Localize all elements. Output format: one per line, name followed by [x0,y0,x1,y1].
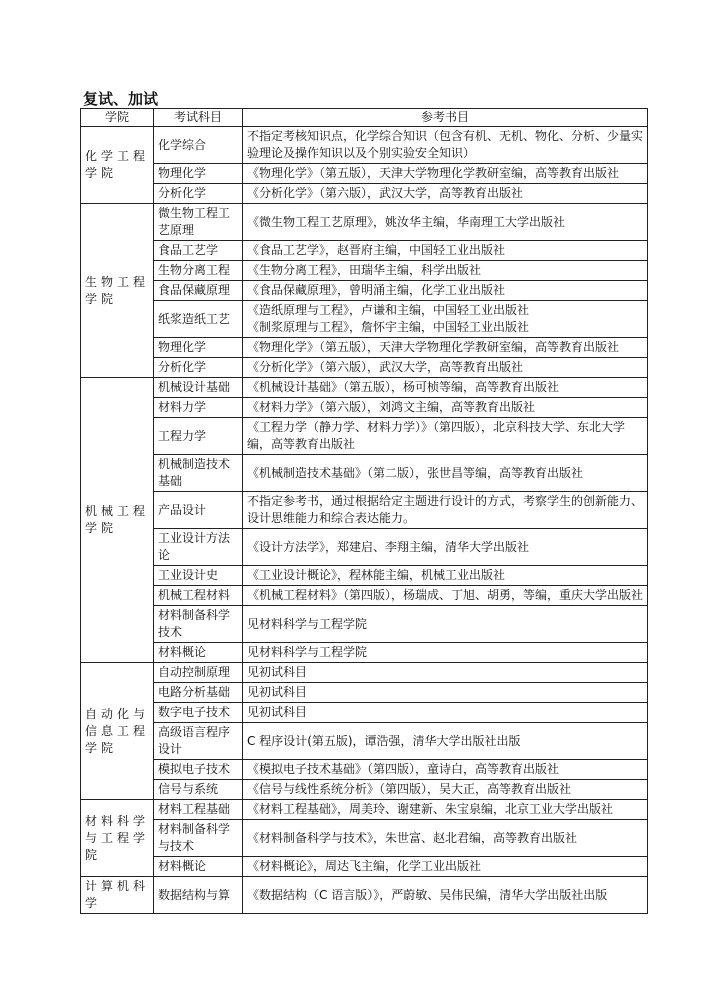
page-title: 复试、加试 [83,90,159,108]
header-book: 参考书目 [243,109,648,127]
subject-cell: 物理化学 [154,164,243,184]
subject-cell: 产品设计 [154,492,243,529]
table-row [81,398,648,418]
table-row [81,281,648,301]
reference-table [80,108,648,914]
reference-book-cell: 《生物分离工程》，田瑞华主编，科学出版社 [243,261,648,281]
table-body [81,127,648,914]
college-cell: 化学工程学院 [81,127,154,204]
reference-book-cell: 《材料工程基础》，周美玲、谢建新、朱宝泉编，北京工业大学出版社 [243,800,648,820]
college-cell: 自动化与信息工程学院 [81,663,154,800]
table-row [81,241,648,261]
subject-cell: 物理化学 [154,338,243,358]
subject-cell: 分析化学 [154,184,243,204]
reference-book-cell: 《设计方法学》，郑建启、李翔主编，清华大学出版社 [243,529,648,566]
table-row [81,683,648,703]
subject-cell: 自动控制原理 [154,663,243,683]
table-row [81,261,648,281]
reference-book-cell: 《模拟电子技术基础》（第四版），童诗白，高等教育出版社 [243,760,648,780]
reference-book-cell: 《分析化学》（第六版），武汉大学，高等教育出版社 [243,184,648,204]
subject-cell: 化学综合 [154,127,243,164]
subject-cell: 生物分离工程 [154,261,243,281]
table-row [81,127,648,164]
reference-book-cell: 《材料力学》（第六版），刘鸿文主编，高等教育出版社 [243,398,648,418]
reference-book-cell: 《造纸原理与工程》，卢谦和主编，中国轻工业出版社 《制浆原理与工程》，詹怀宇主编，中国轻工业出版社 [243,301,648,338]
table-row [81,643,648,663]
table-row [81,606,648,643]
reference-book-cell: 《材料制备科学与技术》，朱世富、赵北君编，高等教育出版社 [243,820,648,857]
table-row [81,492,648,529]
reference-book-cell: 《工程力学（静力学、材料力学）》（第四版），北京科技大学、东北大学编，高等教育出版社 [243,418,648,455]
table-row [81,418,648,455]
reference-book-cell: 《信号与线性系统分析》（第四版），吴大正，高等教育出版社 [243,780,648,800]
subject-cell: 微生物工程工艺原理 [154,204,243,241]
subject-cell: 模拟电子技术 [154,760,243,780]
college-cell: 材料科学与工程学院 [81,800,154,877]
subject-cell: 材料制备科学技术 [154,606,243,643]
reference-book-cell: 《机械工程材料》（第四版），杨瑞成、丁旭、胡勇，等编，重庆大学出版社 [243,586,648,606]
table-row [81,820,648,857]
table-row [81,857,648,877]
subject-cell: 材料工程基础 [154,800,243,820]
table-row [81,566,648,586]
table-row [81,800,648,820]
subject-cell: 工业设计方法论 [154,529,243,566]
table-row [81,301,648,338]
reference-book-cell: 见初试科目 [243,663,648,683]
table-row [81,164,648,184]
reference-book-cell: 见初试科目 [243,683,648,703]
reference-book-cell: 《工业设计概论》，程林能主编，机械工业出版社 [243,566,648,586]
reference-book-cell: 《物理化学》（第五版），天津大学物理化学教研室编，高等教育出版社 [243,338,648,358]
reference-book-cell: 《食品工艺学》，赵晋府主编，中国轻工业出版社 [243,241,648,261]
subject-cell: 机械工程材料 [154,586,243,606]
subject-cell: 食品保藏原理 [154,281,243,301]
table-row [81,663,648,683]
subject-cell: 纸浆造纸工艺 [154,301,243,338]
reference-book-cell: 《数据结构（C 语言版）》，严蔚敏、吴伟民编，清华大学出版社出版 [243,877,648,914]
table-row [81,529,648,566]
college-cell: 计算机科学 [81,877,154,914]
reference-book-cell: 不指定考核知识点，化学综合知识（包含有机、无机、物化、分析、少量实验理论及操作知识以及个别实验安全知识） [243,127,648,164]
subject-cell: 信号与系统 [154,780,243,800]
subject-cell: 数据结构与算 [154,877,243,914]
subject-cell: 材料概论 [154,643,243,663]
subject-cell: 分析化学 [154,358,243,378]
table-row [81,780,648,800]
table-row [81,338,648,358]
subject-cell: 工程力学 [154,418,243,455]
reference-book-cell: 《分析化学》（第六版），武汉大学，高等教育出版社 [243,358,648,378]
subject-cell: 材料制备科学与技术 [154,820,243,857]
table-row [81,586,648,606]
college-cell: 生物工程学院 [81,204,154,378]
table-row [81,184,648,204]
reference-book-cell: 《机械制造技术基础》（第二版），张世昌等编，高等教育出版社 [243,455,648,492]
reference-book-cell: 《微生物工程工艺原理》，姚汝华主编，华南理工大学出版社 [243,204,648,241]
subject-cell: 高级语言程序设计 [154,723,243,760]
table-row [81,723,648,760]
reference-book-cell: 《机械设计基础》（第五版），杨可桢等编，高等教育出版社 [243,378,648,398]
subject-cell: 机械设计基础 [154,378,243,398]
subject-cell: 电路分析基础 [154,683,243,703]
table-row [81,760,648,780]
subject-cell: 食品工艺学 [154,241,243,261]
reference-book-cell: 《物理化学》（第五版），天津大学物理化学教研室编，高等教育出版社 [243,164,648,184]
header-college: 学院 [81,109,154,127]
subject-cell: 机械制造技术基础 [154,455,243,492]
table-row [81,204,648,241]
college-cell: 机械工程学院 [81,378,154,663]
reference-book-cell: 《食品保藏原理》，曾明涌主编，化学工业出版社 [243,281,648,301]
reference-book-cell: 见材料科学与工程学院 [243,643,648,663]
subject-cell: 材料概论 [154,857,243,877]
table-row [81,358,648,378]
reference-book-cell: 不指定参考书，通过根据给定主题进行设计的方式，考察学生的创新能力、设计思维能力和综合表达能力。 [243,492,648,529]
subject-cell: 数字电子技术 [154,703,243,723]
subject-cell: 材料力学 [154,398,243,418]
table-row [81,877,648,914]
header-subject: 考试科目 [154,109,243,127]
reference-book-cell: C 程序设计(第五版)，谭浩强，清华大学出版社出版 [243,723,648,760]
table-header-row [81,109,648,127]
reference-book-cell: 见材料科学与工程学院 [243,606,648,643]
reference-book-cell: 见初试科目 [243,703,648,723]
table-row [81,378,648,398]
table-row [81,703,648,723]
subject-cell: 工业设计史 [154,566,243,586]
table-row [81,455,648,492]
reference-book-cell: 《材料概论》，周达飞主编，化学工业出版社 [243,857,648,877]
